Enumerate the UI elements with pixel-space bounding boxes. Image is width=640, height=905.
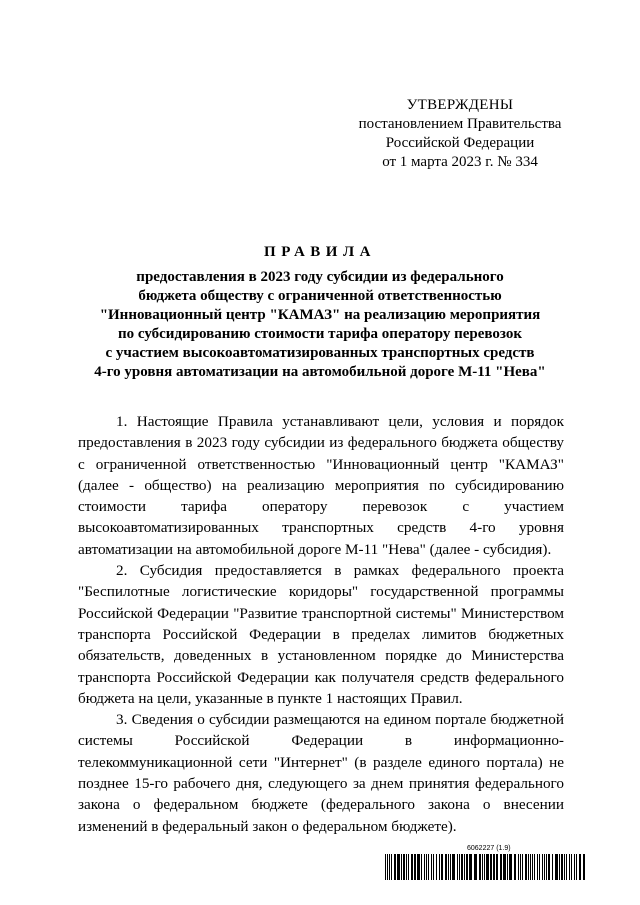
subtitle-line: по субсидированию стоимости тарифа оператору перевозок (117, 326, 523, 342)
barcode-block (385, 845, 585, 881)
document-title: ПРАВИЛА (264, 244, 376, 260)
approval-block (340, 96, 580, 172)
barcode-icon (385, 854, 585, 880)
subtitle-line: предоставления в 2023 году субсидии из федерального (136, 269, 504, 285)
subtitle-line: с участием высокоавтоматизированных транспортных средств (105, 345, 535, 361)
barcode-id: 6062227 (1.9) (467, 845, 511, 852)
paragraph-3: 3. Сведения о субсидии размещаются на едином портале бюджетной системы Российской Федерации в информационно-телекоммуникационной сети "Интернет" (в разделе единого портала) не позднее 15-го рабочего дня, следующего за днем принятия федерального закона о федеральном бюджете (федерального закона о внесении изменений в федеральный закон о федеральном бюджете). (78, 711, 564, 835)
paragraph-1: 1. Настоящие Правила устанавливают цели, условия и порядок предоставления в 2023 году субсидии из федерального бюджета обществу с ограниченной ответственностью "Инновационный центр "КАМАЗ" (далее - общество) на реализацию мероприятия по субсидированию стоимости тарифа оператору перевозок с участием высокоавтоматизированных транспортных средств 4-го уровня автоматизации на автомобильной дороге М-11 "Нева" (далее - субсидия). (78, 413, 564, 558)
approval-line: постановлением Правительства (358, 116, 562, 132)
approval-date-line: от 1 марта 2023 г. № 334 (382, 154, 538, 170)
subtitle-line: "Инновационный центр "КАМАЗ" на реализацию мероприятия (99, 307, 541, 323)
document-subtitle (60, 268, 580, 382)
subtitle-line: бюджета обществу с ограниченной ответственностью (138, 288, 502, 304)
subtitle-line: 4-го уровня автоматизации на автомобильной дороге М-11 "Нева" (94, 364, 546, 380)
approval-heading: УТВЕРЖДЕНЫ (406, 97, 514, 113)
document-body (78, 411, 564, 837)
approval-line: Российской Федерации (385, 135, 535, 151)
paragraph-2: 2. Субсидия предоставляется в рамках федерального проекта "Беспилотные логистические коридоры" государственной программы Российской Федерации "Развитие транспортной системы" Министерством транспорта Российской Федерации в пределах лимитов бюджетных обязательств, доведенных в установленном порядке до Министерства транспорта Российской Федерации как получателя средств федерального бюджета на цели, указанные в пункте 1 настоящих Правил. (78, 562, 564, 707)
